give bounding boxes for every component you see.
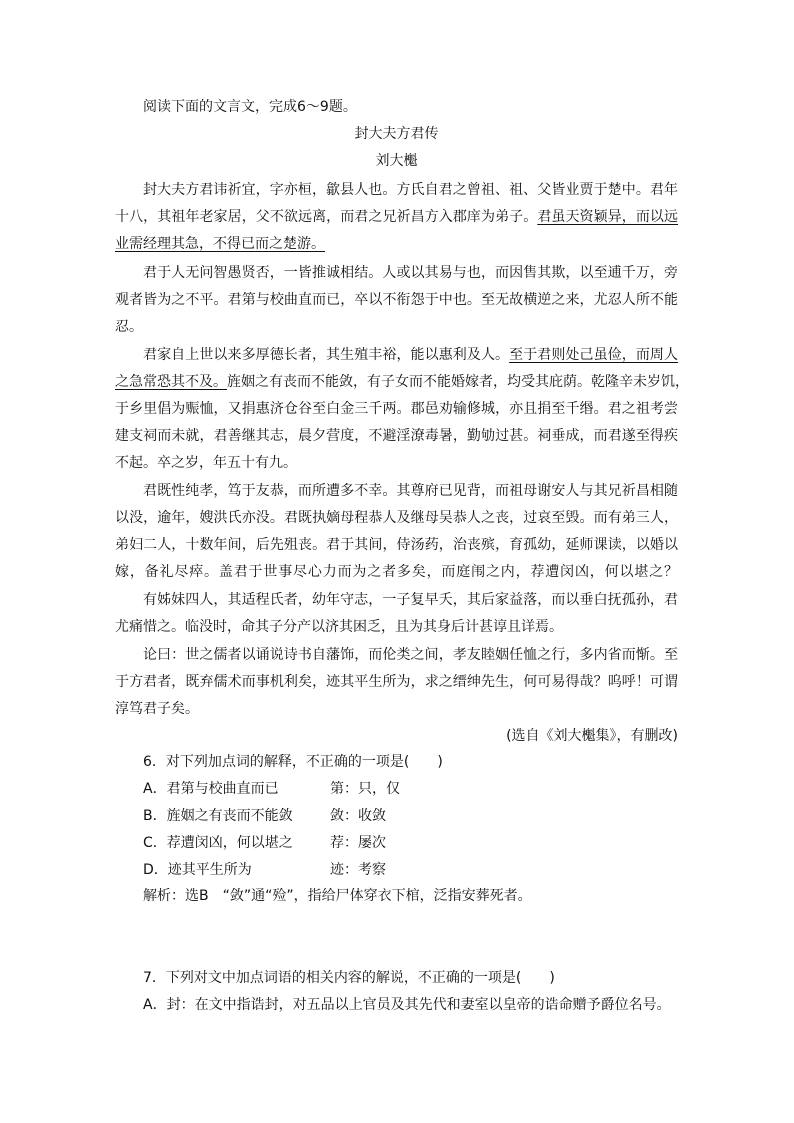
p1-underlined-sentence-a: 君虽天资颖异，而以远 xyxy=(537,209,679,225)
p5-line2: 尤痛惜之。临没时，命其子分产以济其困乏，且为其身后计甚谆且详焉。 xyxy=(115,619,563,635)
q6-option-d-explanation: 迹：考察 xyxy=(330,862,386,878)
p3-line1-text: 君家自上世以来多厚德长者，其生殖丰裕，能以惠利及人。 xyxy=(143,347,510,363)
p2-line3: 忍。 xyxy=(115,319,143,335)
p3-line1 xyxy=(143,345,678,365)
p6-line2: 于方君者，既弃儒术而事机利矣，迹其平生所为，求之缙绅先生，何可易得哉？呜呼！可谓 xyxy=(115,674,678,690)
article-title: 封大夫方君传 xyxy=(354,126,439,142)
p5-line1: 有姊妹四人，其适程氏者，幼年守志，一子复早夭，其后家益落，而以垂白抚孤孙，君 xyxy=(143,592,678,608)
p1-line3 xyxy=(115,234,325,254)
q6-stem: 6．对下列加点词的解释，不正确的一项是( ) xyxy=(143,754,443,770)
q6-option-a-explanation: 第：只，仅 xyxy=(330,781,400,797)
p3-underlined-sentence-b: 之急常恐其不及。 xyxy=(115,374,227,390)
source-note: (选自《刘大櫆集》，有删改) xyxy=(506,728,678,744)
q6-option-c-text: C．荐遭闵凶，何以堪之 xyxy=(143,835,293,851)
p1-underlined-sentence-b: 业需经理其急，不得已而之楚游。 xyxy=(115,236,325,252)
p3-line2 xyxy=(115,372,689,392)
reading-instruction: 阅读下面的文言文，完成6～9题。 xyxy=(143,99,357,115)
article-author: 刘大櫆 xyxy=(375,153,418,169)
p3-line3: 于乡里倡为赈恤，又捐惠济仓谷至白金三千两。郡邑劝输修城，亦且捐至千缗。君之祖考尝 xyxy=(115,401,678,417)
p2-line1: 君于人无问智愚贤否，一皆推诚相结。人或以其易与也，而因售其欺，以至逋千万，旁 xyxy=(143,265,678,281)
p6-line1: 论曰：世之儒者以诵说诗书自藩饰，而伦类之间，孝友睦姻任恤之行，多内省而惭。至 xyxy=(143,647,678,663)
q7-option-a: A．封：在文中指诰封，对五品以上官员及其先代和妻室以皇帝的诰命赠予爵位名号。 xyxy=(143,997,671,1013)
q6-option-c-explanation: 荐：屡次 xyxy=(330,835,386,851)
p1-line2-text: 十八，其祖年老家居，父不欲远离，而君之兄祈昌方入郡庠为弟子。 xyxy=(115,209,538,225)
p4-line4: 嫁，备礼尽瘁。盖君于世事尽心力而为之者多矣，而庭闱之内，荐遭闵凶，何以堪之？ xyxy=(115,564,678,580)
p3-line5: 不起。卒之岁，年五十有九。 xyxy=(115,455,297,471)
p4-line3: 弟妇二人，十数年间，后先殂丧。君于其间，侍汤药，治丧殡，育孤幼，延师课读，以婚以 xyxy=(115,537,678,553)
p4-line1: 君既性纯孝，笃于友恭，而所遭多不幸。其尊府已见背，而祖母谢安人与其兄祈昌相随 xyxy=(143,483,678,499)
p1-line2 xyxy=(115,207,678,227)
q6-option-b-explanation: 敛：收敛 xyxy=(330,808,386,824)
p2-line2: 观者皆为之不平。君第与校曲直而已，卒以不衔怨于中也。至无故横逆之来，尤忍人所不能 xyxy=(115,292,678,308)
q6-option-a-text: A．君第与校曲直而已 xyxy=(143,781,279,797)
q7-stem: 7．下列对文中加点词语的相关内容的解说，不正确的一项是( ) xyxy=(143,970,555,986)
p6-line3: 淳笃君子矣。 xyxy=(115,701,199,717)
q6-option-d-text: D．迹其平生所为 xyxy=(143,862,252,878)
p4-line2: 以没，逾年，嫂洪氏亦没。君既执嫡母程恭人及继母吴恭人之丧，过哀至毁。而有弟三人， xyxy=(115,510,678,526)
q6-option-b-text: B．旌姻之有丧而不能敛 xyxy=(143,808,293,824)
p3-line2-text: 旌姻之有丧而不能敛，有子女而不能婚嫁者，均受其庇荫。乾隆辛未岁饥， xyxy=(227,374,689,390)
p3-line4: 建支祠而未就，君善继其志，晨夕营度，不避淫潦毒暑，勤劬过甚。祠垂成，而君遂至得疾 xyxy=(115,428,678,444)
p3-underlined-sentence-a: 至于君则处己虽俭，而周人 xyxy=(509,347,679,363)
q6-analysis: 解析：选B “敛”通“殓”，指给尸体穿衣下棺，泛指安葬死者。 xyxy=(143,888,532,904)
p1-line1: 封大夫方君讳祈宜，字亦桓，歙县人也。方氏自君之曾祖、祖、父皆业贾于楚中。君年 xyxy=(143,182,678,198)
